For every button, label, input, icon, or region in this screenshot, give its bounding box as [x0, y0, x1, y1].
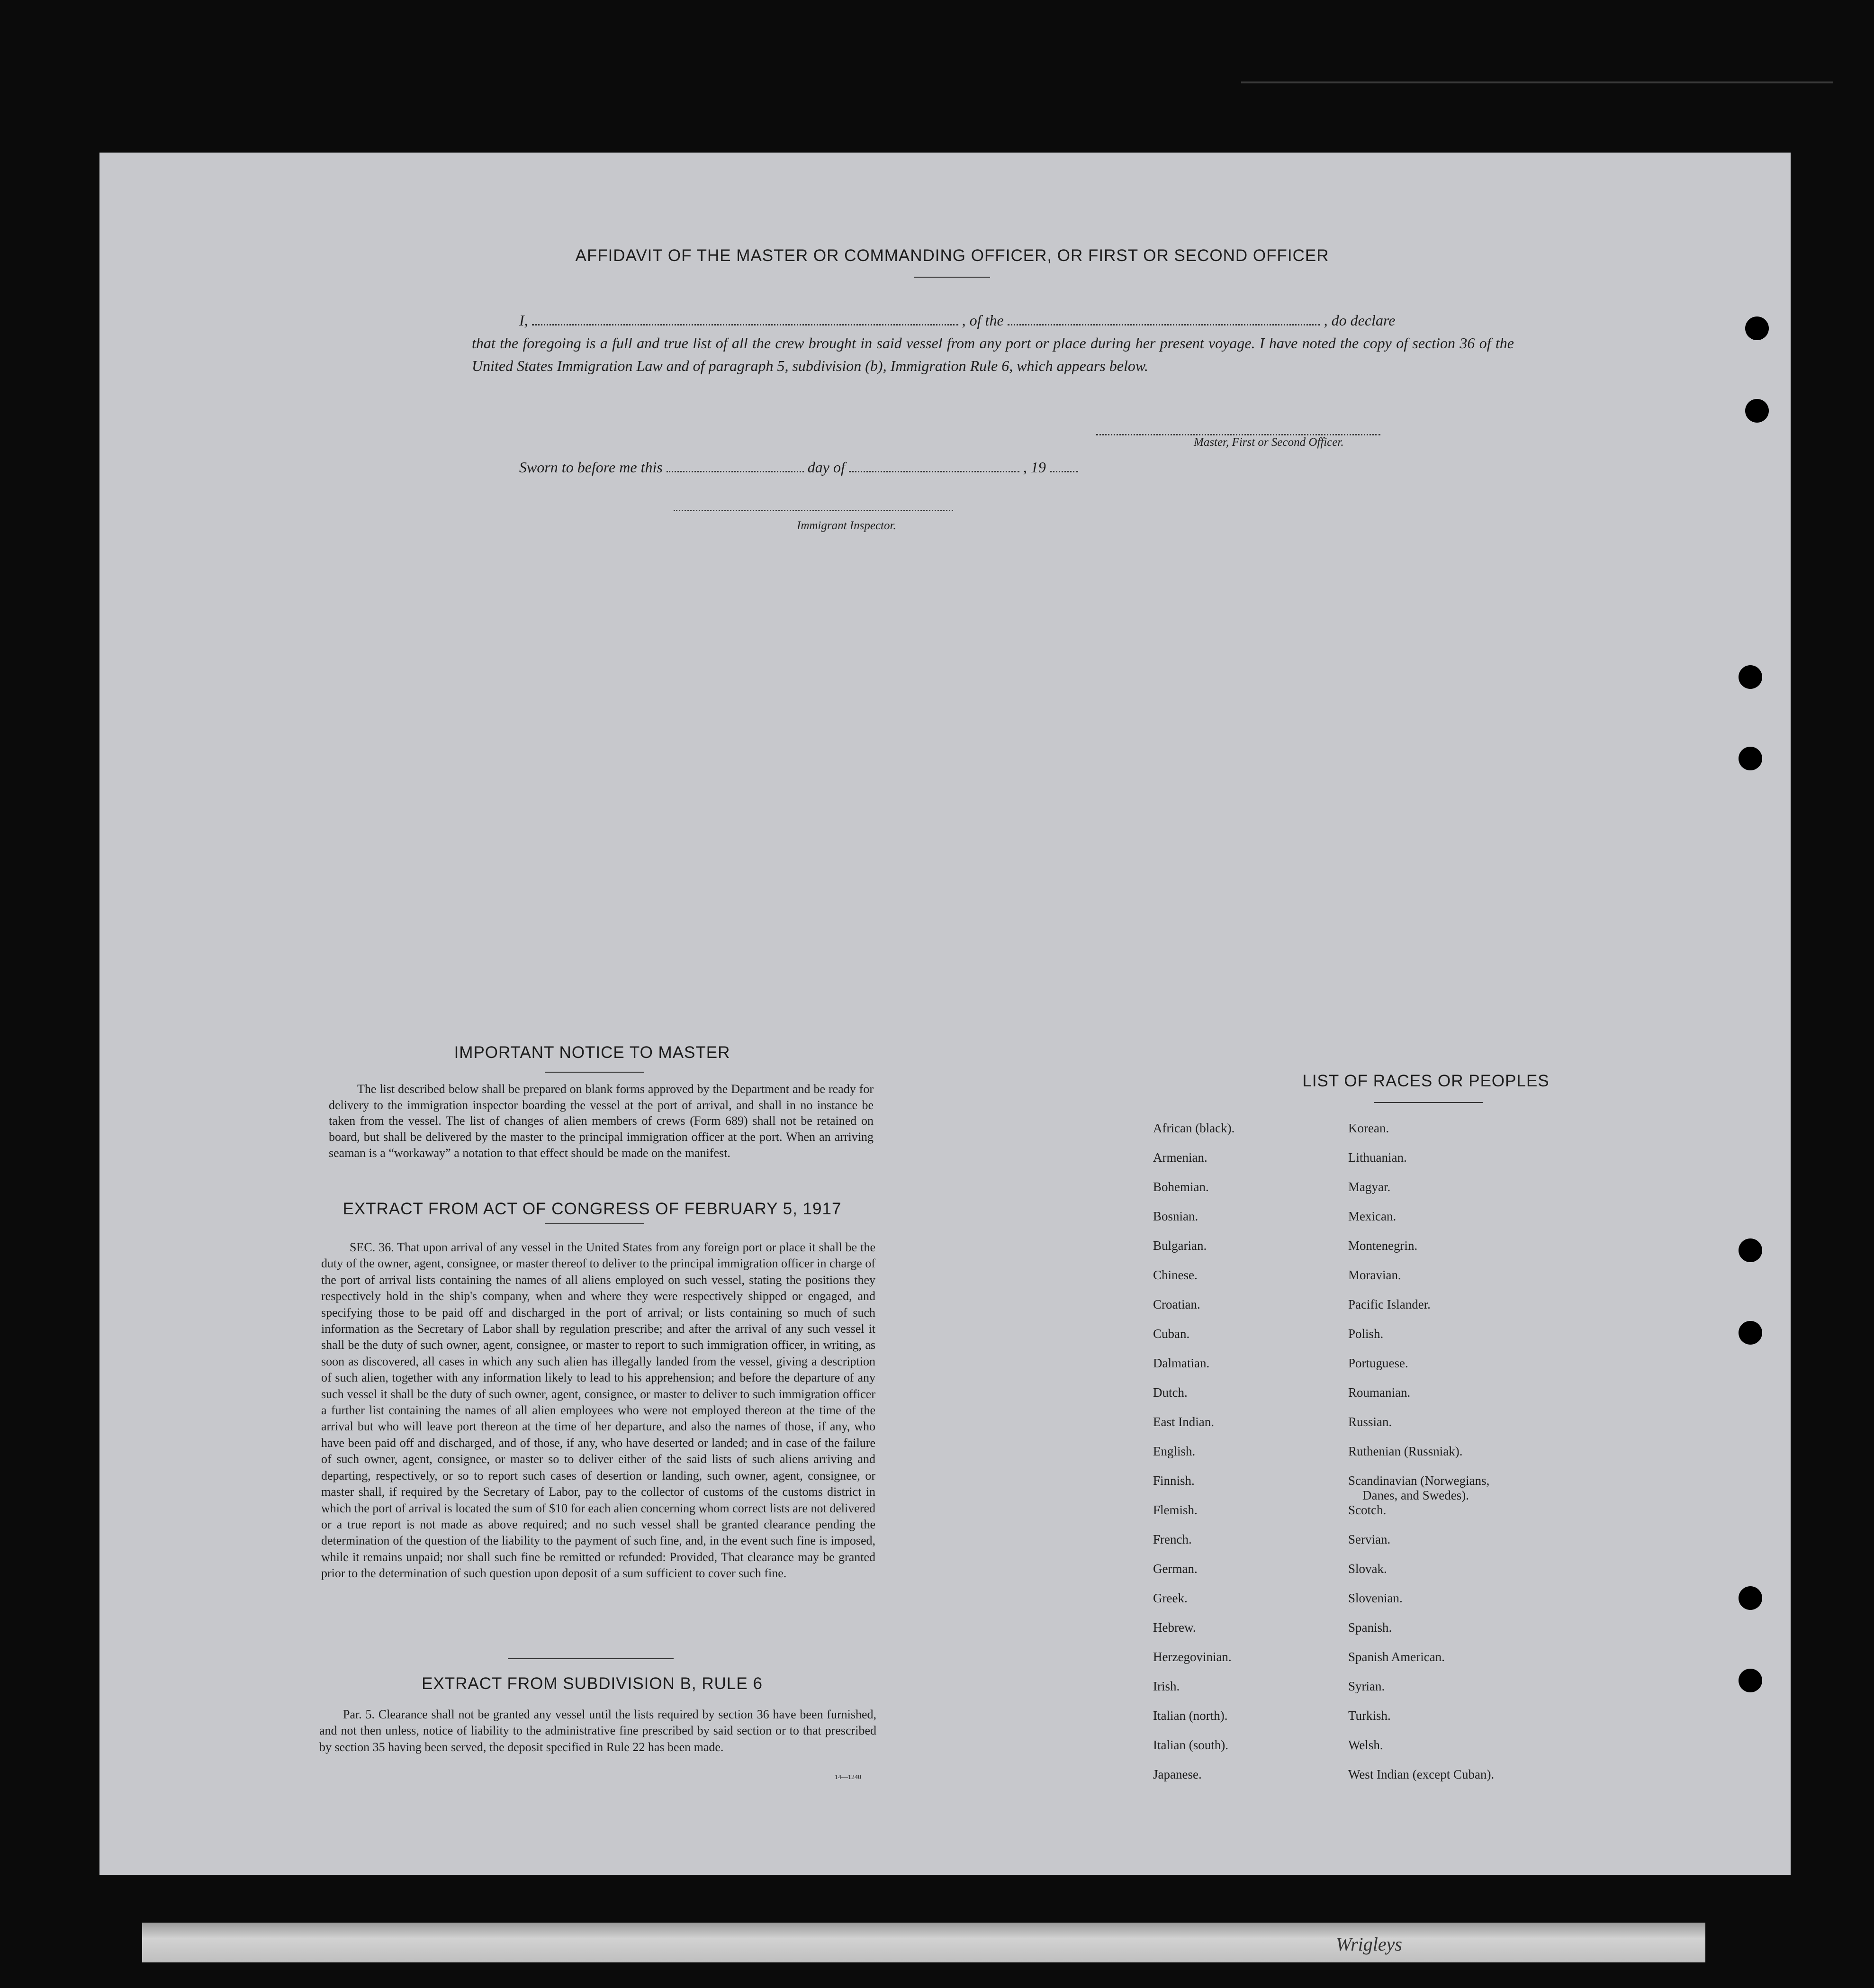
sworn-year-blank — [1050, 471, 1078, 472]
race-item: Dutch. — [1153, 1385, 1188, 1400]
sworn-year: , 19 — [1023, 459, 1046, 476]
notice-title: IMPORTANT NOTICE TO MASTER — [454, 1043, 730, 1062]
race-item: East Indian. — [1153, 1415, 1214, 1429]
punch-hole — [1745, 316, 1769, 340]
race-item: Scandinavian (Norwegians, — [1348, 1473, 1490, 1488]
race-item: Ruthenian (Russniak). — [1348, 1444, 1463, 1458]
race-item: Portuguese. — [1348, 1356, 1408, 1370]
affidavit-body: that the foregoing is a full and true list of all the crew brought in said vessel from any port or place during her present voyage. I have noted the copy of section 36 of the United States Immigration Law and of paragraph 5, subdivision (b), Immigration Rule 6, which appears below. — [472, 334, 1514, 374]
affidavit-line1 — [519, 309, 1514, 332]
race-item: Flemish. — [1153, 1503, 1198, 1517]
punch-hole — [1739, 1669, 1762, 1692]
act-title-rule — [545, 1223, 644, 1224]
rule-body: Par. 5. Clearance shall not be granted any vessel until the lists required by section 36 have been furnished, and not then unless, notice of liability to the administrative fine prescribed by said section or to that prescribed by section 35 having been served, the deposit specified in Rule 22 has been made. — [319, 1708, 876, 1754]
race-item: Slovak. — [1348, 1562, 1387, 1576]
sworn-month-blank — [849, 471, 1019, 472]
inspector-signature-line — [674, 509, 953, 511]
punch-hole — [1739, 1321, 1762, 1345]
affidavit-title-rule — [914, 277, 990, 278]
race-item: Armenian. — [1153, 1150, 1207, 1165]
race-item: Korean. — [1348, 1121, 1389, 1135]
races-title: LIST OF RACES OR PEOPLES — [1302, 1072, 1550, 1090]
race-item: African (black). — [1153, 1121, 1235, 1135]
notice-body: The list described below shall be prepared on blank forms approved by the Department and be ready for delivery to the immigration inspector boarding the vessel at the port of arrival, and shall in no instance be taken from the vessel. The list of changes of alien members of crews (Form 689) shall not be retained on board, but shall be delivered by the master to the principal immigration officer at the port. When an arriving seaman is a “workaway” a notation to that effect should be made on the manifest. — [329, 1082, 874, 1160]
sworn-day-blank — [667, 471, 804, 472]
race-item: Herzegovinian. — [1153, 1650, 1232, 1664]
race-item: German. — [1153, 1562, 1198, 1576]
race-item: Cuban. — [1153, 1327, 1190, 1341]
race-item: Hebrew. — [1153, 1620, 1196, 1635]
race-item: Magyar. — [1348, 1180, 1391, 1194]
punch-hole — [1739, 1238, 1762, 1262]
race-item: Lithuanian. — [1348, 1150, 1407, 1165]
race-item: Montenegrin. — [1348, 1238, 1418, 1253]
race-item: Bohemian. — [1153, 1180, 1209, 1194]
inspector-label: Immigrant Inspector. — [797, 519, 896, 532]
race-item: Scotch. — [1348, 1503, 1387, 1517]
strip-handwriting: Wrigleys — [1336, 1934, 1402, 1955]
race-item: French. — [1153, 1532, 1192, 1546]
vessel-name-blank — [1008, 324, 1320, 325]
race-item: Servian. — [1348, 1532, 1391, 1546]
officer-name-blank — [532, 324, 958, 325]
race-item: Greek. — [1153, 1591, 1188, 1605]
race-item: Italian (north). — [1153, 1708, 1228, 1723]
race-item: Polish. — [1348, 1327, 1384, 1341]
underlying-page-strip — [142, 1923, 1705, 1962]
rule-title: EXTRACT FROM SUBDIVISION B, RULE 6 — [422, 1674, 763, 1693]
sworn-day-of: day of — [807, 459, 845, 476]
race-item: Bosnian. — [1153, 1209, 1198, 1223]
race-item: Italian (south). — [1153, 1738, 1228, 1752]
race-item: English. — [1153, 1444, 1196, 1458]
scan-edge-line — [1241, 81, 1833, 83]
master-signature-label: Master, First or Second Officer. — [1194, 436, 1344, 449]
race-item: Japanese. — [1153, 1767, 1202, 1781]
punch-hole — [1739, 1586, 1762, 1610]
affidavit-title: AFFIDAVIT OF THE MASTER OR COMMANDING OFFICER, OR FIRST OR SECOND OFFICER — [575, 246, 1329, 265]
race-item: Spanish American. — [1348, 1650, 1445, 1664]
race-item: Syrian. — [1348, 1679, 1385, 1693]
affidavit-i: I, — [519, 312, 528, 329]
section-divider — [508, 1658, 674, 1659]
sworn-text: Sworn to before me this — [519, 459, 663, 476]
race-item: Moravian. — [1348, 1268, 1401, 1282]
race-item: Irish. — [1153, 1679, 1180, 1693]
races-title-rule — [1374, 1102, 1483, 1103]
notice-title-rule — [545, 1072, 644, 1073]
race-item: Bulgarian. — [1153, 1238, 1207, 1253]
act-body: SEC. 36. That upon arrival of any vessel in the United States from any foreign port or place it shall be the duty of the owner, agent, consignee, or master thereof to deliver to the principal immigration officer in charge of the port of arrival lists containing the names of all aliens employed on such vessel, stating the positions they respectively hold in the ship's company, when and where they were respectively shipped or engaged, and specifying those to be paid off and discharged in the port of arrival; or lists containing so much of such information as the Secretary of Labor shall by regulation prescribe; and after the arrival of any such vessel it shall be the duty of such owner, agent, consignee, or master to report to such immigration officer, in writing, as soon as discovered, all cases in which any such alien has illegally landed from the vessel, giving a description of such alien, together with any information likely to lead to his apprehension; and before the departure of any such vessel it shall be the duty of such owner, agent, consignee, or master to deliver to such immigration officer a further list containing the names of all alien employees who were not employed thereon at the time of the arrival but who will leave port thereon at the time of her departure, and also the names of those, if any, who have been paid off and discharged, and of those, if any, who have deserted or landed; and in case of the failure of such owner, agent, consignee, or master so to deliver either of the said lists of such aliens arriving and departing, respectively, or so to report such cases of desertion or landing, such owner, agent, consignee, or master shall, if required by the Secretary of Labor, pay to the collector of customs of the customs district in which the port of arrival is located the sum of $10 for each alien concerning whom correct lists are not delivered or a true report is not made as above required; and no such vessel shall be granted clearance pending the determination of the question of the liability to the payment of such fine, and, in the event such fine is imposed, while it remains unpaid; nor shall such fine be remitted or refunded: Provided, That clearance may be granted prior to the determination of such question upon deposit of a sum sufficient to cover such fine. — [321, 1240, 875, 1581]
race-item: Pacific Islander. — [1348, 1297, 1431, 1311]
punch-hole — [1745, 399, 1769, 423]
race-item: Croatian. — [1153, 1297, 1200, 1311]
race-item: Mexican. — [1348, 1209, 1396, 1223]
race-item: Roumanian. — [1348, 1385, 1411, 1400]
affidavit-declare: , do declare — [1324, 312, 1396, 329]
race-item: Dalmatian. — [1153, 1356, 1210, 1370]
master-signature-line — [1096, 433, 1380, 435]
punch-hole — [1739, 665, 1762, 689]
form-page — [99, 153, 1791, 1875]
race-item: Slovenian. — [1348, 1591, 1403, 1605]
act-title: EXTRACT FROM ACT OF CONGRESS OF FEBRUARY 5, 1917 — [342, 1200, 842, 1218]
race-item: Chinese. — [1153, 1268, 1198, 1282]
race-item: Welsh. — [1348, 1738, 1383, 1752]
race-item: Russian. — [1348, 1415, 1392, 1429]
race-item: Spanish. — [1348, 1620, 1392, 1635]
punch-hole — [1739, 747, 1762, 770]
race-item: West Indian (except Cuban). — [1348, 1767, 1495, 1781]
race-item: Turkish. — [1348, 1708, 1391, 1723]
sworn-line — [519, 456, 1230, 479]
race-item: Danes, and Swedes). — [1362, 1488, 1469, 1502]
form-number: 14—1240 — [835, 1774, 861, 1781]
affidavit-of-the: , of the — [962, 312, 1004, 329]
race-item: Finnish. — [1153, 1473, 1195, 1488]
